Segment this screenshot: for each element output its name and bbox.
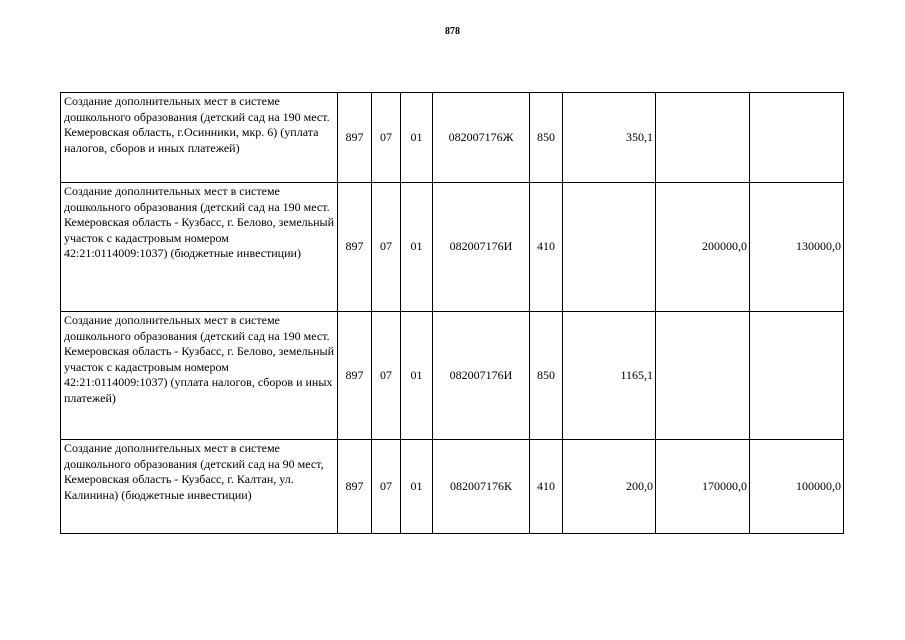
amount-year-2: 170000,0 [656,440,750,534]
section-code: 07 [372,93,401,183]
amount-year-1: 350,1 [563,93,656,183]
page-number: 878 [445,26,460,37]
subsection-code: 01 [401,440,433,534]
section-code: 07 [372,312,401,440]
subsection-code: 01 [401,312,433,440]
amount-year-3: 100000,0 [750,440,844,534]
expense-type-code: 410 [530,183,563,312]
expense-type-code: 850 [530,312,563,440]
section-code: 07 [372,183,401,312]
target-article-code: 082007176И [433,312,530,440]
table-row [61,312,844,440]
amount-year-3 [750,312,844,440]
subsection-code: 01 [401,93,433,183]
amount-year-2: 200000,0 [656,183,750,312]
amount-year-2 [656,93,750,183]
amount-year-3: 130000,0 [750,183,844,312]
budget-table [60,92,844,534]
row-description: Создание дополнительных мест в системе дошкольного образования (детский сад на 190 мест. Кемеровская область, г.Осинники, мкр. 6) (уплата налогов, сборов и иных платежей) [61,93,338,183]
row-description: Создание дополнительных мест в системе дошкольного образования (детский сад на 190 мест. Кемеровская область - Кузбасс, г. Белово, земельный участок с кадастровым номером 42:21:0114009:1037) (бюджетные инвестиции) [61,183,338,312]
target-article-code: 082007176И [433,183,530,312]
amount-year-1: 1165,1 [563,312,656,440]
target-article-code: 082007176К [433,440,530,534]
ministry-code: 897 [338,93,372,183]
table-row [61,183,844,312]
ministry-code: 897 [338,183,372,312]
amount-year-1 [563,183,656,312]
ministry-code: 897 [338,440,372,534]
amount-year-3 [750,93,844,183]
expense-type-code: 410 [530,440,563,534]
subsection-code: 01 [401,183,433,312]
row-description: Создание дополнительных мест в системе дошкольного образования (детский сад на 90 мест, Кемеровская область - Кузбасс, г. Калтан, ул. Калинина) (бюджетные инвестиции) [61,440,338,534]
table-row [61,440,844,534]
amount-year-1: 200,0 [563,440,656,534]
expense-type-code: 850 [530,93,563,183]
row-description: Создание дополнительных мест в системе дошкольного образования (детский сад на 190 мест. Кемеровская область - Кузбасс, г. Белово, земельный участок с кадастровым номером 42:21:0114009:1037) (уплата налогов, сборов и иных платежей) [61,312,338,440]
amount-year-2 [656,312,750,440]
table-row [61,93,844,183]
section-code: 07 [372,440,401,534]
ministry-code: 897 [338,312,372,440]
target-article-code: 082007176Ж [433,93,530,183]
